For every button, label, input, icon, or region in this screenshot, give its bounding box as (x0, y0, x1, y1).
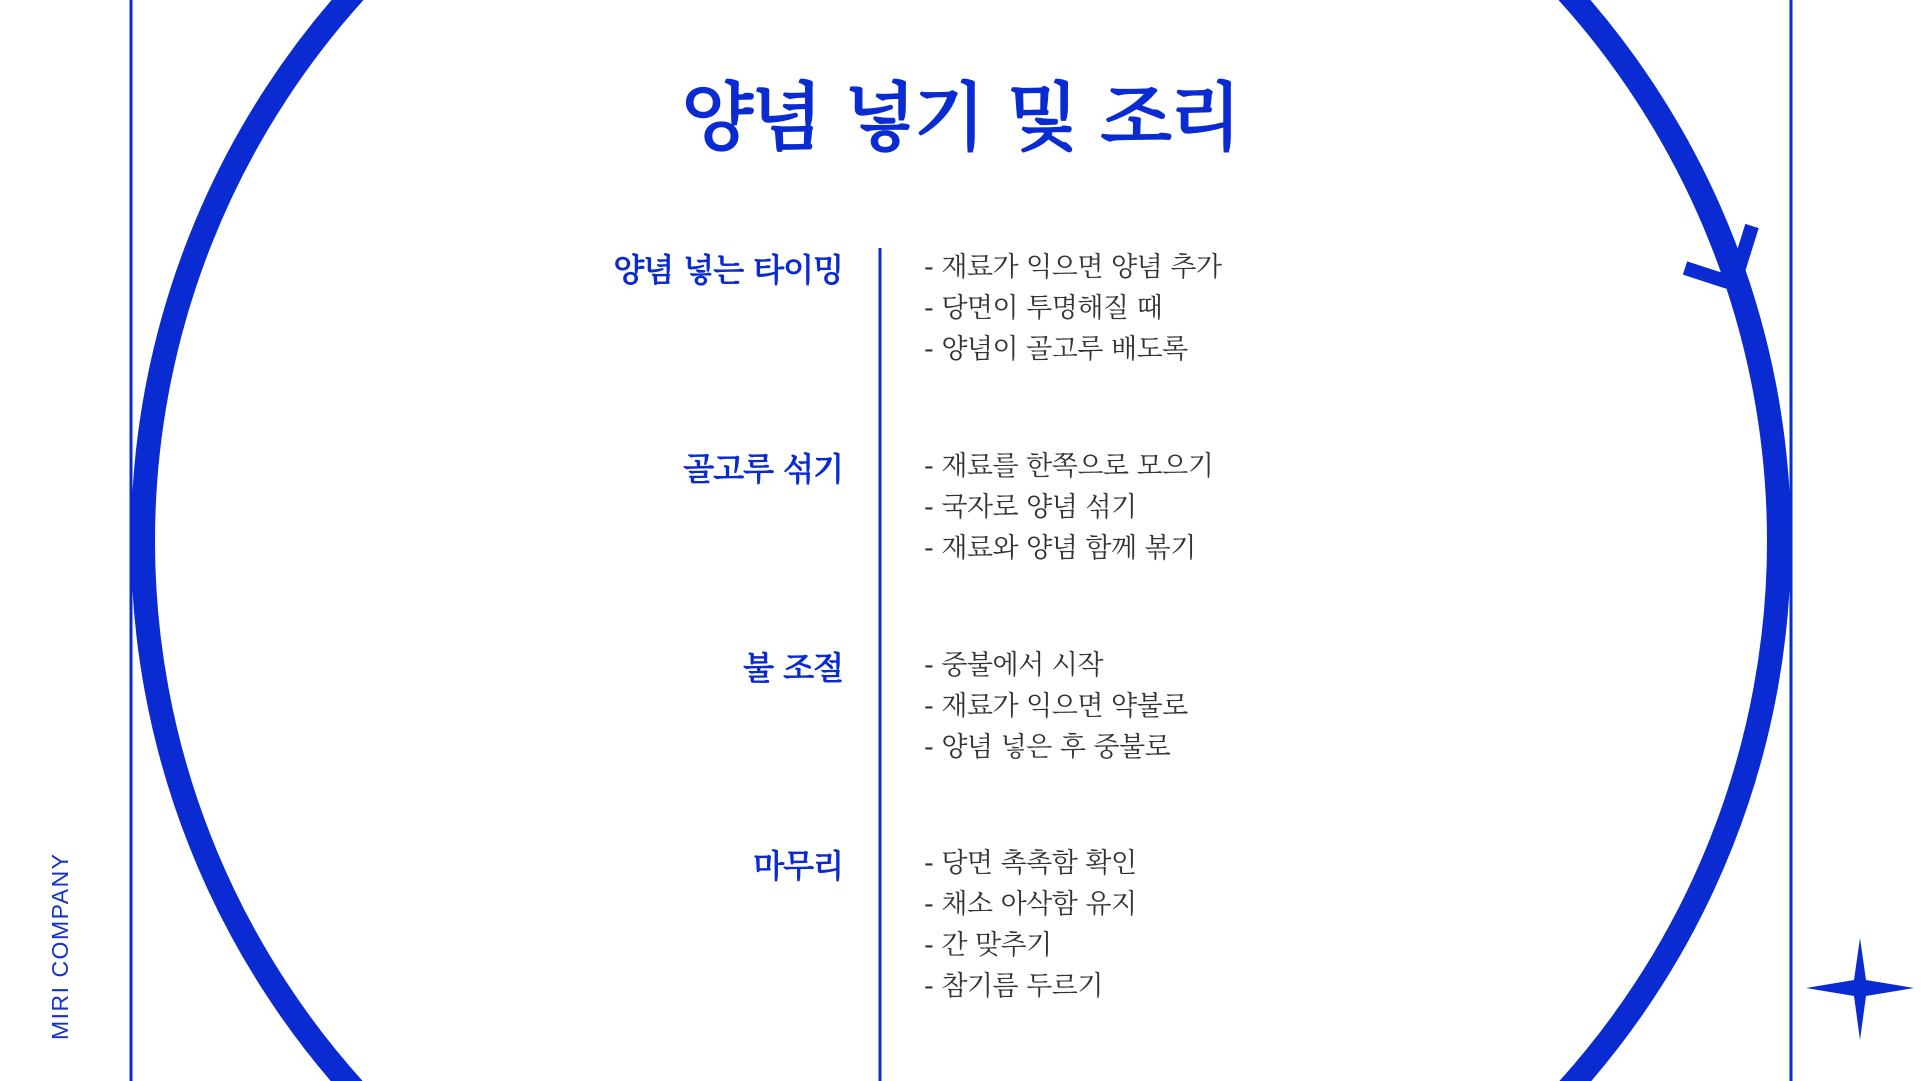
list-item: - 간 맞추기 (924, 925, 1137, 966)
list-item: - 재료가 익으면 약불로 (924, 686, 1188, 727)
section-heading-timing: 양념 넣는 타이밍 (613, 251, 843, 289)
section-list-heat (924, 645, 1188, 768)
list-item: - 재료와 양념 함께 볶기 (924, 528, 1213, 569)
four-point-star-icon (1806, 938, 1914, 1040)
list-item: - 재료가 익으면 양념 추가 (924, 247, 1221, 288)
brand-label: MIRI COMPANY (47, 852, 73, 1040)
section-list-finish (924, 843, 1137, 1007)
page-title: 양념 넣기 및 조리 (681, 75, 1240, 161)
section-list-timing (924, 247, 1221, 370)
list-item: - 당면이 투명해질 때 (924, 288, 1221, 329)
list-item: - 참기름 두르기 (924, 966, 1137, 1007)
list-item: - 채소 아삭함 유지 (924, 884, 1137, 925)
list-item: - 당면 촉촉함 확인 (924, 843, 1137, 884)
list-item: - 중불에서 시작 (924, 645, 1188, 686)
list-item: - 재료를 한쪽으로 모으기 (924, 446, 1213, 487)
list-item: - 양념 넣은 후 중불로 (924, 727, 1188, 768)
section-heading-heat: 불 조절 (743, 649, 843, 687)
section-heading-mixing: 골고루 섞기 (683, 450, 843, 488)
section-heading-finish: 마무리 (753, 847, 843, 885)
list-item: - 양념이 골고루 배도록 (924, 329, 1221, 370)
list-item: - 국자로 양념 섞기 (924, 487, 1213, 528)
section-list-mixing (924, 446, 1213, 569)
